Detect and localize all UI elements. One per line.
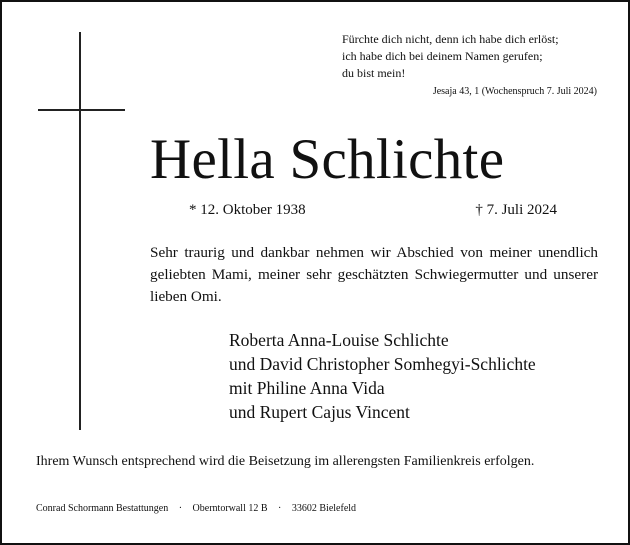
bible-verse [342,31,604,82]
cross-horizontal-bar [38,109,125,111]
separator-dot: · [278,503,282,514]
funeral-home-name: Conrad Schormann Bestattungen [36,503,169,514]
cross-vertical-bar [79,32,81,430]
verse-line: Fürchte dich nicht, denn ich habe dich erlöst; [342,32,559,46]
separator-dot: · [178,503,183,514]
farewell-message: Sehr traurig und dankbar nehmen wir Abschied von meiner unendlich geliebten Mami, meiner sehr geschätzten Schwiegermutter und unserer lieben Omi. [150,244,598,305]
mourner-line: und Rupert Cajus Vincent [229,402,410,422]
deceased-name: Hella Schlichte [150,128,505,191]
verse-reference: Jesaja 43, 1 (Wochenspruch 7. Juli 2024) [432,86,597,97]
death-date: † 7. Juli 2024 [475,202,557,218]
verse-line: ich habe dich bei deinem Namen gerufen; [342,49,543,63]
funeral-home-city: 33602 Bielefeld [291,503,357,514]
funeral-home-footer [36,503,356,514]
mourner-line: und David Christopher Somhegyi-Schlichte [229,354,536,374]
mourner-line: Roberta Anna-Louise Schlichte [229,330,449,350]
birth-date: * 12. Oktober 1938 [189,202,306,218]
mourners-list [229,328,536,424]
mourner-line: mit Philine Anna Vida [229,378,385,398]
funeral-note: Ihrem Wunsch entsprechend wird die Beisetzung im allerengsten Familienkreis erfolgen. [36,454,535,469]
funeral-home-street: Oberntorwall 12 B [192,503,268,514]
verse-line: du bist mein! [342,66,406,80]
